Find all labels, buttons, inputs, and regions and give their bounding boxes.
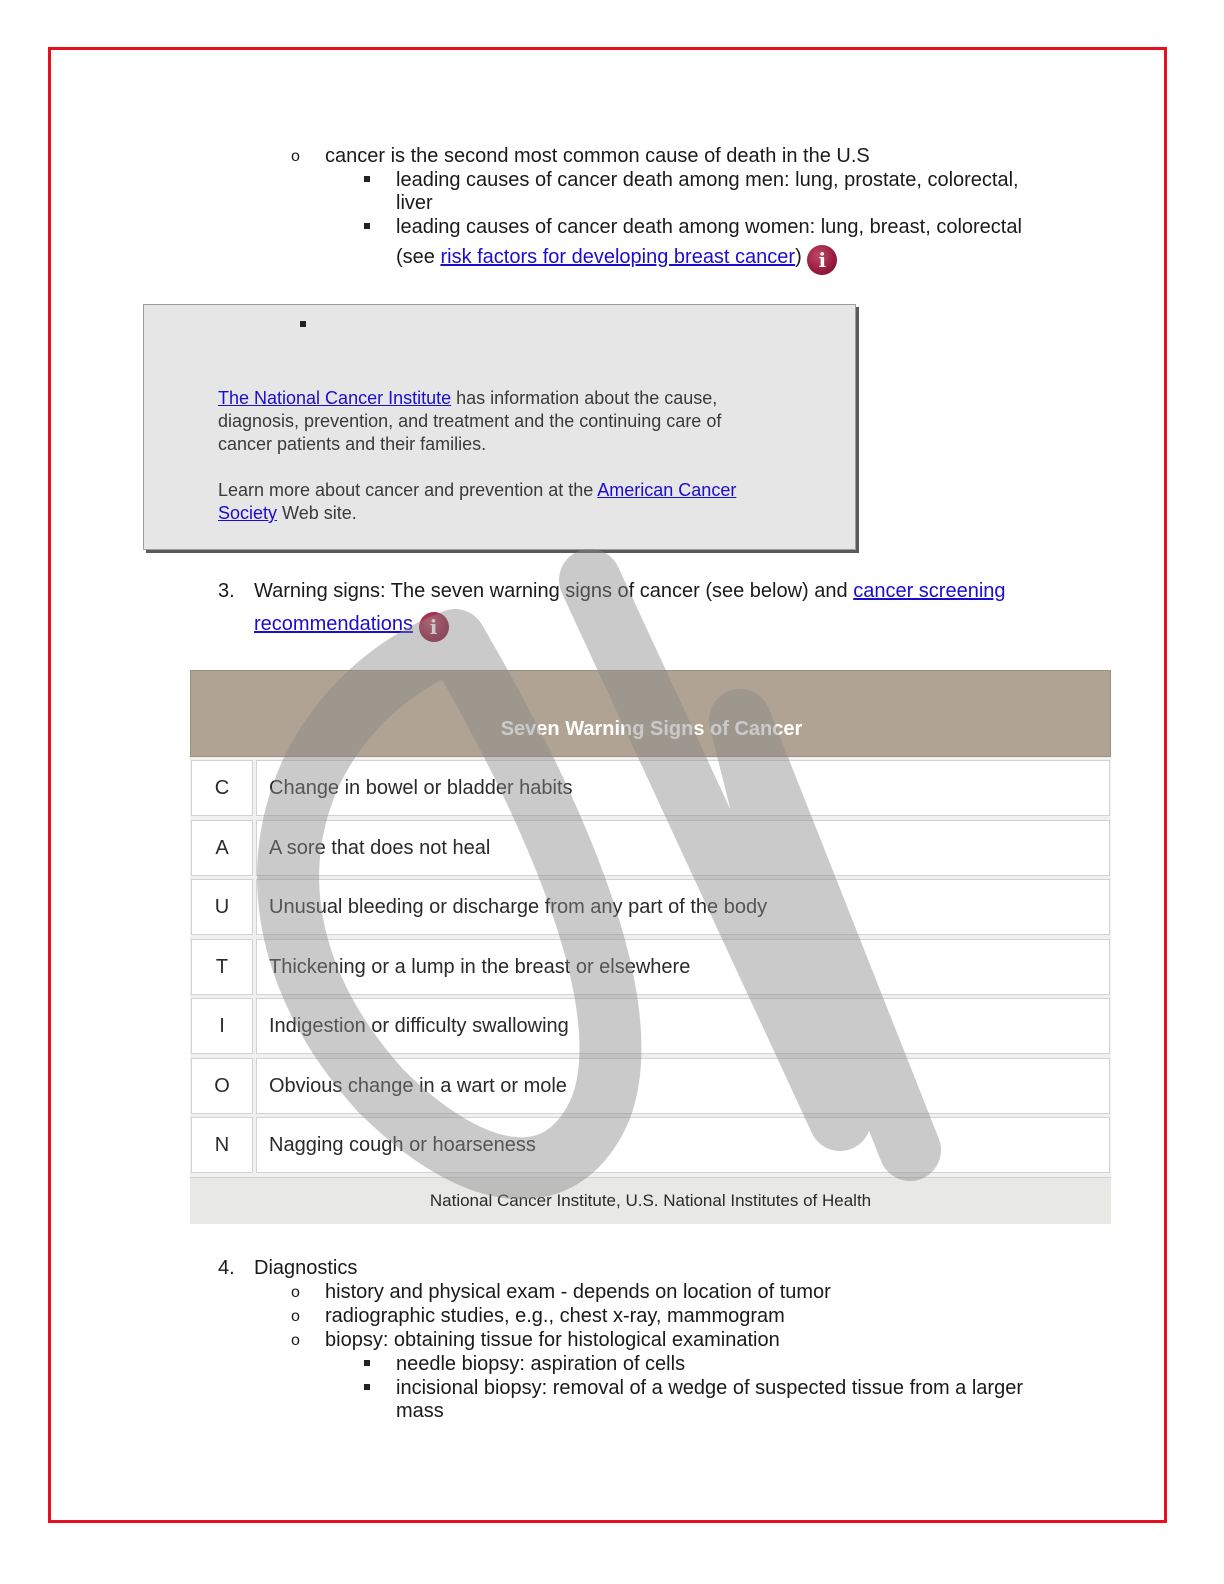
info-box bbox=[143, 304, 856, 550]
acs-text: Web site. bbox=[277, 503, 357, 523]
table-footer: National Cancer Institute, U.S. National Institutes of Health bbox=[190, 1177, 1111, 1224]
row-text: A sore that does not heal bbox=[256, 820, 1110, 876]
american-cancer-society-link[interactable]: Society bbox=[218, 503, 278, 523]
sub-bullet-marker: o bbox=[291, 148, 300, 165]
warning-signs-intro: Warning signs: The seven warning signs of cancer (see below) and bbox=[254, 580, 854, 602]
row-letter: C bbox=[191, 760, 253, 816]
see-line bbox=[396, 241, 837, 275]
info-icon[interactable]: i bbox=[807, 245, 837, 275]
list-item-cont: mass bbox=[396, 1400, 444, 1422]
info-icon[interactable]: i bbox=[419, 612, 449, 642]
square-bullet bbox=[364, 1360, 370, 1366]
warning-signs-text-cont bbox=[254, 608, 449, 642]
row-text: Unusual bleeding or discharge from any part of the body bbox=[256, 879, 1110, 935]
table-row bbox=[190, 1117, 1111, 1173]
row-text: Thickening or a lump in the breast or elsewhere bbox=[256, 939, 1110, 995]
row-text: Nagging cough or hoarseness bbox=[256, 1117, 1110, 1173]
section-number: 3. bbox=[218, 580, 235, 602]
square-bullet bbox=[364, 1384, 370, 1390]
table-row bbox=[190, 998, 1111, 1054]
nci-text: diagnosis, prevention, and treatment and the continuing care of bbox=[218, 411, 722, 431]
national-cancer-institute-link[interactable]: The National Cancer Institute bbox=[218, 388, 452, 408]
bullet-women: leading causes of cancer death among women: lung, breast, colorectal bbox=[396, 216, 1022, 238]
table-header bbox=[190, 670, 1111, 757]
bullet-men: leading causes of cancer death among men: lung, prostate, colorectal, bbox=[396, 169, 1019, 191]
table-row bbox=[190, 879, 1111, 935]
sub-bullet-marker: o bbox=[291, 1332, 300, 1349]
nci-text: cancer patients and their families. bbox=[218, 434, 487, 454]
see-prefix: (see bbox=[396, 246, 441, 268]
cancer-screening-link[interactable]: recommendations bbox=[254, 613, 413, 635]
row-letter: N bbox=[191, 1117, 253, 1173]
row-text: Indigestion or difficulty swallowing bbox=[256, 998, 1110, 1054]
nci-paragraph bbox=[218, 387, 721, 456]
section-title: Diagnostics bbox=[254, 1257, 358, 1279]
square-bullet bbox=[300, 321, 306, 327]
row-text: Change in bowel or bladder habits bbox=[256, 760, 1110, 816]
row-letter: T bbox=[191, 939, 253, 995]
see-suffix: ) bbox=[795, 246, 802, 268]
nci-text: has information about the cause, bbox=[451, 388, 718, 408]
sub-item-text: cancer is the second most common cause of death in the U.S bbox=[325, 145, 870, 167]
square-bullet bbox=[364, 176, 370, 182]
row-letter: I bbox=[191, 998, 253, 1054]
bullet-men-cont: liver bbox=[396, 192, 433, 214]
list-item: incisional biopsy: removal of a wedge of suspected tissue from a larger bbox=[396, 1377, 1023, 1399]
list-item: biopsy: obtaining tissue for histological examination bbox=[325, 1329, 780, 1351]
warning-signs-table bbox=[190, 670, 1111, 1224]
sub-bullet-marker: o bbox=[291, 1308, 300, 1325]
sub-bullet-marker: o bbox=[291, 1284, 300, 1301]
row-text: Obvious change in a wart or mole bbox=[256, 1058, 1110, 1114]
table-row bbox=[190, 760, 1111, 816]
list-item: history and physical exam - depends on location of tumor bbox=[325, 1281, 831, 1303]
acs-paragraph bbox=[218, 479, 736, 525]
list-item: radiographic studies, e.g., chest x-ray, mammogram bbox=[325, 1305, 785, 1327]
cancer-screening-link[interactable]: cancer screening bbox=[853, 580, 1006, 602]
warning-signs-text bbox=[254, 579, 1006, 603]
table-title: Seven Warning Signs of Cancer bbox=[500, 718, 803, 740]
risk-factors-link[interactable]: risk factors for developing breast cancer bbox=[440, 246, 796, 268]
table-row bbox=[190, 939, 1111, 995]
row-letter: A bbox=[191, 820, 253, 876]
table-row bbox=[190, 1058, 1111, 1114]
square-bullet bbox=[364, 223, 370, 229]
section-number: 4. bbox=[218, 1257, 235, 1279]
table-row bbox=[190, 820, 1111, 876]
american-cancer-society-link[interactable]: American Cancer bbox=[597, 480, 737, 500]
row-letter: U bbox=[191, 879, 253, 935]
row-letter: O bbox=[191, 1058, 253, 1114]
acs-text: Learn more about cancer and prevention at the bbox=[218, 480, 598, 500]
list-item: needle biopsy: aspiration of cells bbox=[396, 1353, 686, 1375]
